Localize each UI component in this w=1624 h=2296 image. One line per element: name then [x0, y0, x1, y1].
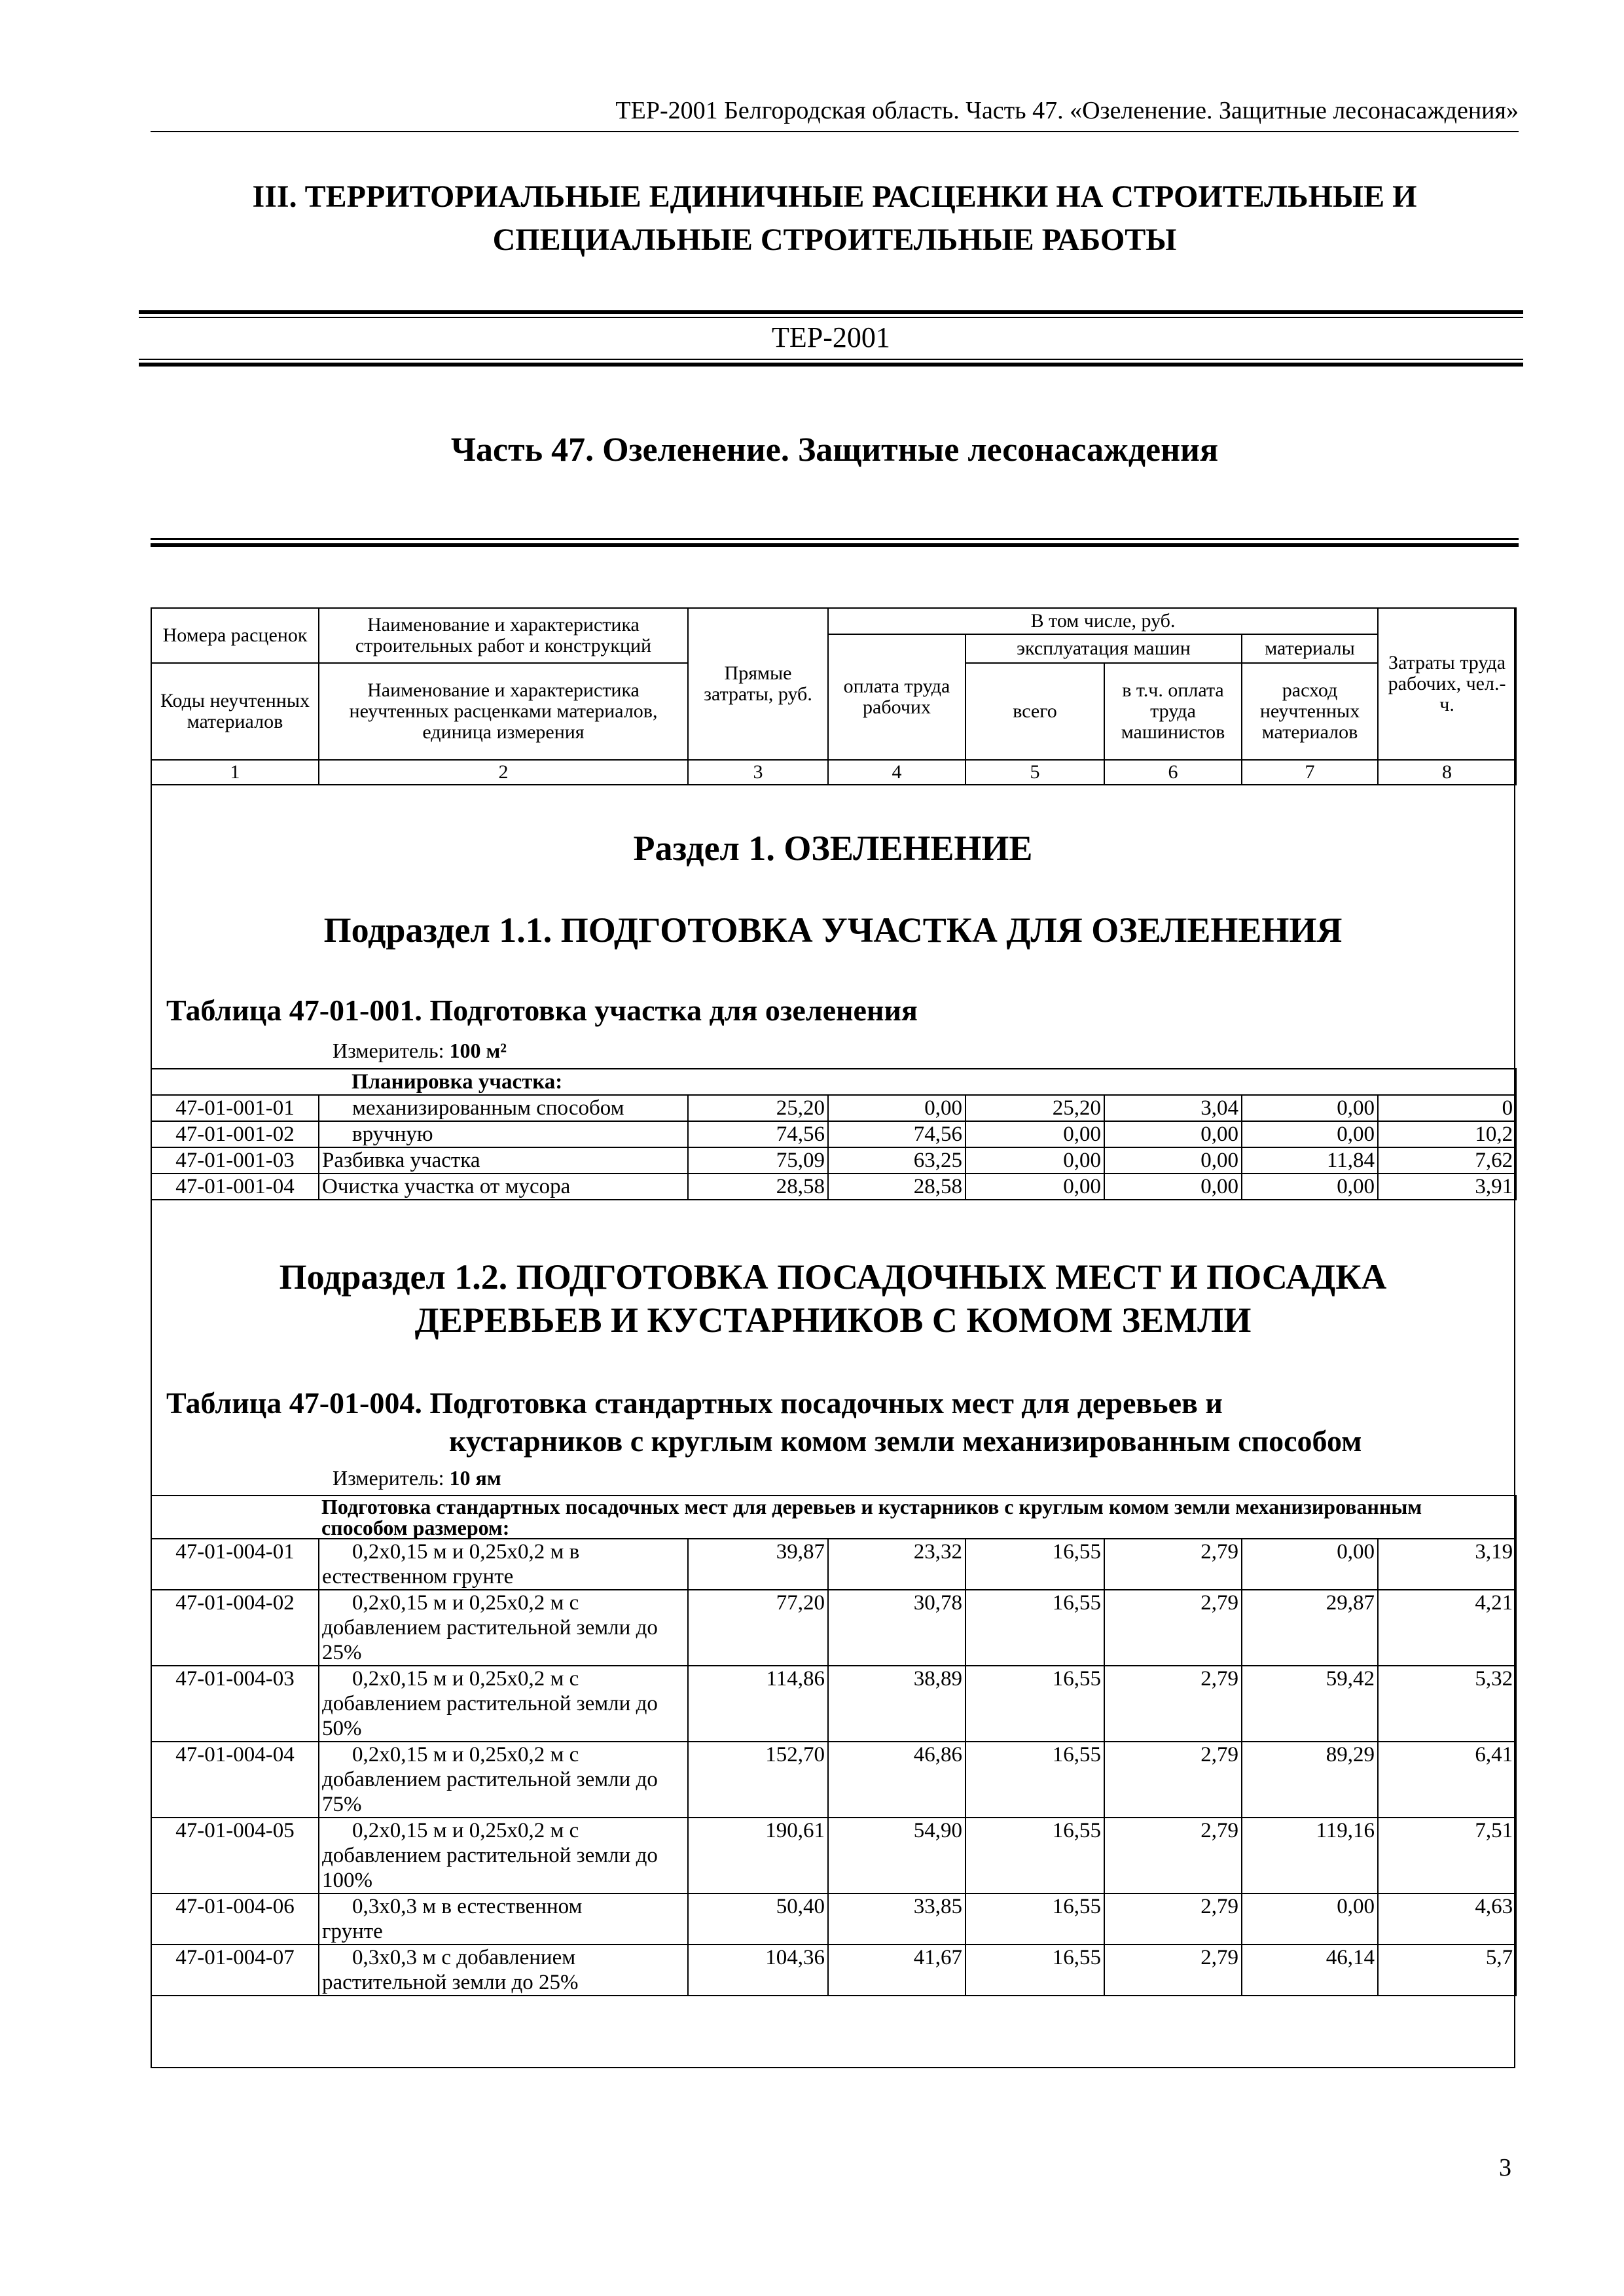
column-number: 6 — [1104, 760, 1242, 785]
worker-pay: 41,67 — [828, 1945, 965, 1996]
table-row — [151, 1818, 1516, 1893]
labor-hours: 4,63 — [1378, 1893, 1516, 1945]
machines-total: 16,55 — [965, 1818, 1104, 1893]
direct-costs: 28,58 — [688, 1174, 828, 1200]
table-row — [151, 1095, 1516, 1121]
labor-hours: 0 — [1378, 1095, 1516, 1121]
rate-name — [319, 1893, 688, 1945]
rate-name — [319, 1945, 688, 1996]
ter-rule-top-thin — [139, 317, 1523, 318]
rate-name-line1: 0,3х0,3 м в естественном — [352, 1895, 583, 1918]
machinist-pay: 2,79 — [1104, 1590, 1242, 1666]
part-title-line1: III. ТЕРРИТОРИАЛЬНЫЕ ЕДИНИЧНЫЕ РАСЦЕНКИ НА СТРОИТЕЛЬНЫЕ И — [252, 179, 1417, 214]
rate-name-line2: добавлением растительной земли до 25% — [322, 1616, 658, 1664]
table-row — [151, 1893, 1516, 1945]
chapter-title: Часть 47. Озеленение. Защитные лесонасаждения — [450, 431, 1219, 469]
ter-rule-bottom-thin — [139, 359, 1523, 360]
header-codes-top: Номера расценок — [151, 608, 319, 663]
direct-costs: 77,20 — [688, 1590, 828, 1666]
column-number: 7 — [1242, 760, 1378, 785]
rate-name-line2: добавлением растительной земли до 50% — [322, 1692, 658, 1740]
page-number: 3 — [1499, 2154, 1511, 2181]
rate-name: Очистка участка от мусора — [319, 1174, 688, 1200]
table-row — [151, 1742, 1516, 1818]
rate-name-line2: добавлением растительной земли до 100% — [322, 1844, 658, 1892]
header-codes-bottom: Коды неучтенных материалов — [151, 663, 319, 760]
materials-cost: 0,00 — [1242, 1893, 1378, 1945]
direct-costs: 104,36 — [688, 1945, 828, 1996]
chapter-rule-thin — [151, 538, 1519, 540]
materials-cost: 119,16 — [1242, 1818, 1378, 1893]
rates-table-47-01-001 — [151, 1068, 1517, 1200]
labor-hours: 5,7 — [1378, 1945, 1516, 1996]
rate-code: 47-01-004-05 — [151, 1818, 319, 1893]
direct-costs: 190,61 — [688, 1818, 828, 1893]
column-number: 3 — [688, 760, 828, 785]
group-heading: Планировка участка: — [319, 1069, 1516, 1095]
ter-rule-bottom — [139, 363, 1523, 367]
subsection-title — [152, 1255, 1514, 1342]
table-title — [166, 1384, 1362, 1460]
labor-hours: 10,2 — [1378, 1121, 1516, 1147]
labor-hours: 7,51 — [1378, 1818, 1516, 1893]
rate-name — [319, 1666, 688, 1742]
machines-total: 0,00 — [965, 1174, 1104, 1200]
column-number: 4 — [828, 760, 965, 785]
running-header: ТЕР-2001 Белгородская область. Часть 47. «Озеленение. Защитные лесонасаждения» — [615, 97, 1519, 124]
worker-pay: 0,00 — [828, 1095, 965, 1121]
machines-total: 16,55 — [965, 1945, 1104, 1996]
materials-cost: 11,84 — [1242, 1147, 1378, 1174]
rate-code: 47-01-004-03 — [151, 1666, 319, 1742]
labor-hours: 5,32 — [1378, 1666, 1516, 1742]
worker-pay: 54,90 — [828, 1818, 965, 1893]
materials-cost: 59,42 — [1242, 1666, 1378, 1742]
rate-code: 47-01-004-04 — [151, 1742, 319, 1818]
header-materials: материалы — [1242, 634, 1378, 663]
direct-costs: 75,09 — [688, 1147, 828, 1174]
table-row-spacer — [151, 1069, 319, 1095]
materials-cost: 0,00 — [1242, 1539, 1378, 1590]
table-row — [151, 1147, 1516, 1174]
direct-costs: 50,40 — [688, 1893, 828, 1945]
machines-total: 16,55 — [965, 1590, 1104, 1666]
measure-unit — [333, 1465, 501, 1491]
rate-name — [319, 1539, 688, 1590]
machinist-pay: 2,79 — [1104, 1666, 1242, 1742]
rate-name-line1: 0,3х0,3 м с добавлением — [352, 1946, 576, 1969]
machinist-pay: 3,04 — [1104, 1095, 1242, 1121]
measure-unit — [333, 1037, 507, 1064]
measure-label: Измеритель: — [333, 1466, 444, 1490]
header-machinist-pay: в т.ч. оплата труда машинистов — [1104, 663, 1242, 760]
part-title — [151, 175, 1519, 262]
machinist-pay: 0,00 — [1104, 1121, 1242, 1147]
group-heading: Подготовка стандартных посадочных мест для деревьев и кустарников с круглым комом земли механизированным способом размером: — [319, 1496, 1516, 1539]
table-row — [151, 1539, 1516, 1590]
labor-hours: 6,41 — [1378, 1742, 1516, 1818]
direct-costs: 152,70 — [688, 1742, 828, 1818]
rate-code: 47-01-004-07 — [151, 1945, 319, 1996]
table-row — [151, 1174, 1516, 1200]
materials-cost: 46,14 — [1242, 1945, 1378, 1996]
header-including: В том числе, руб. — [828, 608, 1378, 634]
machines-total: 0,00 — [965, 1147, 1104, 1174]
worker-pay: 23,32 — [828, 1539, 965, 1590]
machines-total: 16,55 — [965, 1742, 1104, 1818]
machines-total: 16,55 — [965, 1666, 1104, 1742]
chapter-rule-thick — [151, 543, 1519, 547]
worker-pay: 46,86 — [828, 1742, 965, 1818]
materials-cost: 0,00 — [1242, 1095, 1378, 1121]
header-unaccounted-materials: расход неучтенных материалов — [1242, 663, 1378, 760]
rate-name-line1: 0,2х0,15 м и 0,25х0,2 м с — [352, 1591, 579, 1615]
direct-costs: 25,20 — [688, 1095, 828, 1121]
materials-cost: 0,00 — [1242, 1121, 1378, 1147]
subsection-title-line1: Подраздел 1.2. ПОДГОТОВКА ПОСАДОЧНЫХ МЕСТ И ПОСАДКА — [279, 1257, 1387, 1297]
ter-label: ТЕР-2001 — [772, 321, 890, 353]
rate-name — [319, 1742, 688, 1818]
rate-name-line2: грунте — [322, 1920, 383, 1943]
direct-costs: 74,56 — [688, 1121, 828, 1147]
section-title: Раздел 1. ОЗЕЛЕНЕНИЕ — [633, 829, 1033, 868]
table-title-line2: кустарников с круглым комом земли механизированным способом — [449, 1424, 1362, 1458]
table-row — [151, 1666, 1516, 1742]
rate-code: 47-01-004-02 — [151, 1590, 319, 1666]
worker-pay: 28,58 — [828, 1174, 965, 1200]
machinist-pay: 2,79 — [1104, 1893, 1242, 1945]
header-direct-costs: Прямые затраты, руб. — [688, 608, 828, 760]
table-title: Таблица 47-01-001. Подготовка участка для озеленения — [166, 994, 918, 1027]
rate-code: 47-01-001-04 — [151, 1174, 319, 1200]
rate-name-line1: 0,2х0,15 м и 0,25х0,2 м с — [352, 1743, 579, 1767]
header-worker-pay: оплата труда рабочих — [828, 634, 965, 760]
rate-code: 47-01-001-01 — [151, 1095, 319, 1121]
worker-pay: 74,56 — [828, 1121, 965, 1147]
machinist-pay: 2,79 — [1104, 1742, 1242, 1818]
measure-value: 10 ям — [449, 1466, 501, 1490]
rates-table-47-01-004 — [151, 1495, 1517, 1996]
header-machines-total: всего — [965, 663, 1104, 760]
column-number: 1 — [151, 760, 319, 785]
rate-name-line1: 0,2х0,15 м и 0,25х0,2 м с — [352, 1819, 579, 1842]
machinist-pay: 2,79 — [1104, 1945, 1242, 1996]
rate-code: 47-01-004-01 — [151, 1539, 319, 1590]
column-number: 8 — [1378, 760, 1516, 785]
table-title-line1: Таблица 47-01-004. Подготовка стандартных посадочных мест для деревьев и — [166, 1386, 1223, 1420]
worker-pay: 38,89 — [828, 1666, 965, 1742]
materials-cost: 29,87 — [1242, 1590, 1378, 1666]
rate-name: механизированным способом — [319, 1095, 688, 1121]
rate-name-line2: естественном грунте — [322, 1565, 514, 1588]
rate-name: вручную — [319, 1121, 688, 1147]
machinist-pay: 2,79 — [1104, 1539, 1242, 1590]
machines-total: 0,00 — [965, 1121, 1104, 1147]
measure-label: Измеритель: — [333, 1039, 444, 1062]
machinist-pay: 0,00 — [1104, 1174, 1242, 1200]
ter-rule-top — [139, 310, 1523, 314]
measure-value: 100 м² — [449, 1039, 507, 1062]
worker-pay: 33,85 — [828, 1893, 965, 1945]
header-rule — [151, 131, 1519, 132]
header-machines: эксплуатация машин — [965, 634, 1242, 663]
rate-name: Разбивка участка — [319, 1147, 688, 1174]
direct-costs: 114,86 — [688, 1666, 828, 1742]
materials-cost: 0,00 — [1242, 1174, 1378, 1200]
rate-name-line1: 0,2х0,15 м и 0,25х0,2 м в — [352, 1540, 580, 1564]
machines-total: 16,55 — [965, 1893, 1104, 1945]
labor-hours: 7,62 — [1378, 1147, 1516, 1174]
table-row — [151, 1590, 1516, 1666]
machines-total: 25,20 — [965, 1095, 1104, 1121]
labor-hours: 3,91 — [1378, 1174, 1516, 1200]
table-row — [151, 1121, 1516, 1147]
materials-cost: 89,29 — [1242, 1742, 1378, 1818]
labor-hours: 4,21 — [1378, 1590, 1516, 1666]
rate-code: 47-01-001-03 — [151, 1147, 319, 1174]
direct-costs: 39,87 — [688, 1539, 828, 1590]
column-header-table — [151, 607, 1517, 785]
header-labor-hours: Затраты труда рабочих, чел.-ч. — [1378, 608, 1516, 760]
table-row — [151, 1945, 1516, 1996]
header-name-top: Наименование и характеристика строительных работ и конструкций — [319, 608, 688, 663]
machinist-pay: 0,00 — [1104, 1147, 1242, 1174]
header-name-bottom: Наименование и характеристика неучтенных расценками материалов, единица измерения — [319, 663, 688, 760]
worker-pay: 30,78 — [828, 1590, 965, 1666]
subsection-title: Подраздел 1.1. ПОДГОТОВКА УЧАСТКА ДЛЯ ОЗЕЛЕНЕНИЯ — [323, 910, 1343, 950]
rate-name — [319, 1818, 688, 1893]
part-title-line2: СПЕЦИАЛЬНЫЕ СТРОИТЕЛЬНЫЕ РАБОТЫ — [492, 223, 1177, 257]
machinist-pay: 2,79 — [1104, 1818, 1242, 1893]
machines-total: 16,55 — [965, 1539, 1104, 1590]
worker-pay: 63,25 — [828, 1147, 965, 1174]
rate-name — [319, 1590, 688, 1666]
rate-name-line2: растительной земли до 25% — [322, 1971, 579, 1994]
rate-name-line1: 0,2х0,15 м и 0,25х0,2 м с — [352, 1667, 579, 1691]
column-number: 2 — [319, 760, 688, 785]
table-row-spacer — [151, 1496, 319, 1539]
column-number: 5 — [965, 760, 1104, 785]
rate-code: 47-01-001-02 — [151, 1121, 319, 1147]
subsection-title-line2: ДЕРЕВЬЕВ И КУСТАРНИКОВ С КОМОМ ЗЕМЛИ — [414, 1300, 1252, 1340]
labor-hours: 3,19 — [1378, 1539, 1516, 1590]
rate-code: 47-01-004-06 — [151, 1893, 319, 1945]
rate-name-line2: добавлением растительной земли до 75% — [322, 1768, 658, 1816]
